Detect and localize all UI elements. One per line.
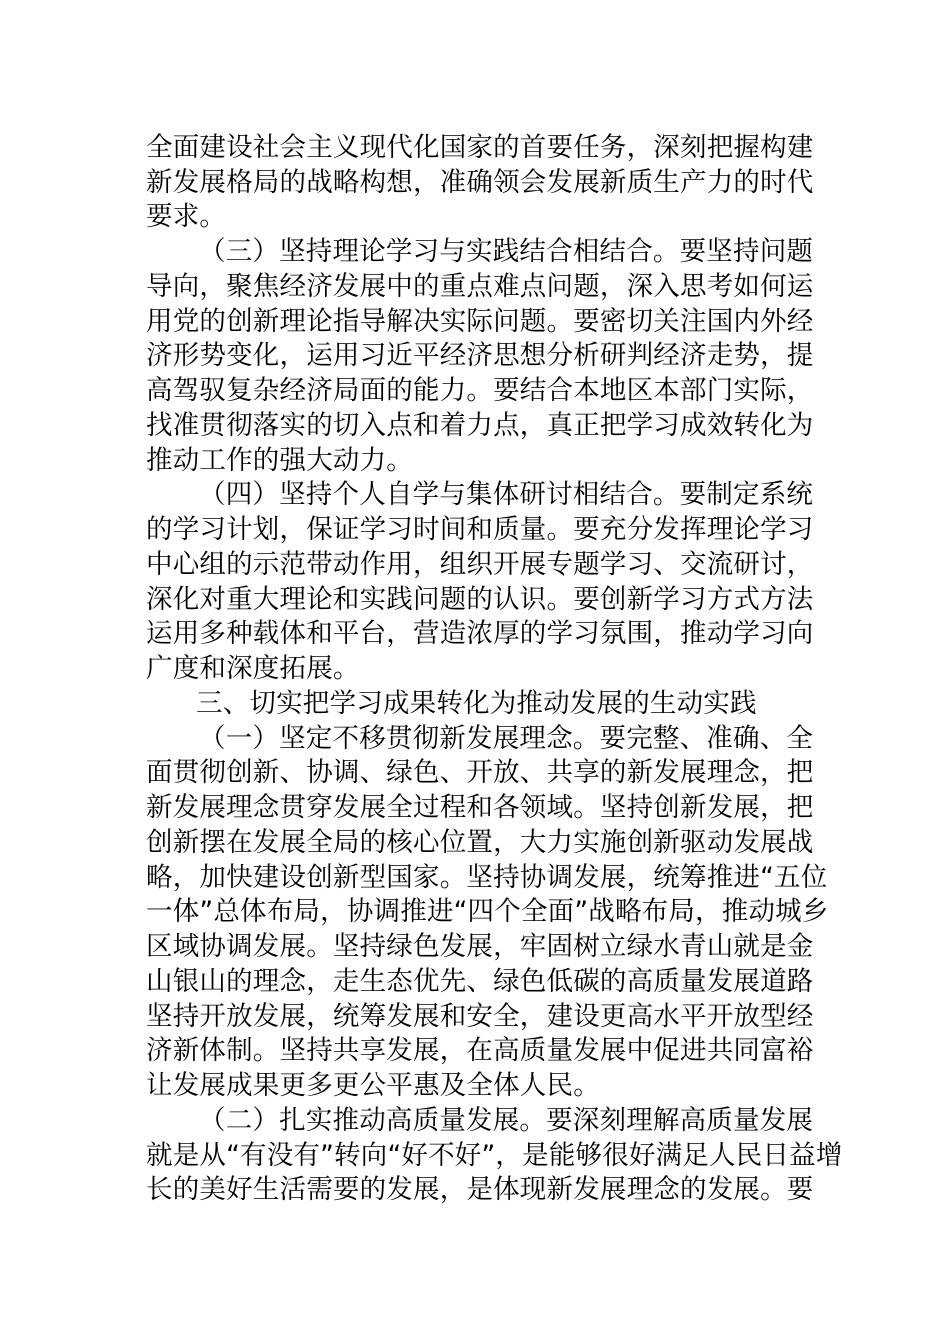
text-line: 广度和深度拓展。	[146, 653, 360, 684]
text-line: 要求。	[146, 201, 227, 232]
text-line: 略，加快建设创新型国家。坚持协调发展，统筹推进“五位	[146, 862, 828, 893]
text-line: 面贯彻创新、协调、绿色、开放、共享的新发展理念，把	[146, 757, 814, 788]
chapter-heading: 三、切实把学习成果转化为推动发展的生动实践	[196, 688, 757, 719]
section-heading-2: （二）扎实推动高质量发展。要深刻理解高质量发展	[199, 1105, 814, 1136]
text-line: 高驾驭复杂经济局面的能力。要结合本地区本部门实际，	[146, 375, 814, 406]
text-line: 就是从“有没有”转向“好不好”，是能够很好满足人民日益增	[146, 1140, 843, 1171]
section-heading-3: （三）坚持理论学习与实践结合相结合。要坚持问题	[199, 236, 814, 267]
text-line: 新发展理念贯穿发展全过程和各领域。坚持创新发展，把	[146, 792, 814, 823]
text-line: 运用多种载体和平台，营造浓厚的学习氛围，推动学习向	[146, 618, 814, 649]
text-line: 的学习计划，保证学习时间和质量。要充分发挥理论学习	[146, 514, 814, 545]
text-line: 区域协调发展。坚持绿色发展，牢固树立绿水青山就是金	[146, 931, 814, 962]
text-line: 济新体制。坚持共享发展，在高质量发展中促进共同富裕	[146, 1035, 814, 1066]
text-line: 创新摆在发展全局的核心位置，大力实施创新驱动发展战	[146, 827, 814, 858]
text-line: 济形势变化，运用习近平经济思想分析研判经济走势，提	[146, 340, 814, 371]
text-line: 一体”总体布局，协调推进“四个全面”战略布局，推动城乡	[146, 896, 829, 927]
section-heading-1: （一）坚定不移贯彻新发展理念。要完整、准确、全	[199, 723, 814, 754]
text-line: 找准贯彻落实的切入点和着力点，真正把学习成效转化为	[146, 410, 814, 441]
text-line: 山银山的理念，走生态优先、绿色低碳的高质量发展道路	[146, 966, 814, 997]
text-line: 全面建设社会主义现代化国家的首要任务，深刻把握构建	[146, 132, 814, 163]
text-line: 长的美好生活需要的发展，是体现新发展理念的发展。要	[146, 1174, 814, 1205]
section-heading-4: （四）坚持个人自学与集体研讨相结合。要制定系统	[199, 479, 814, 510]
text-line: 中心组的示范带动作用，组织开展专题学习、交流研讨，	[146, 549, 814, 580]
text-line: 推动工作的强大动力。	[146, 445, 413, 476]
text-line: 导向，聚焦经济发展中的重点难点问题，深入思考如何运	[146, 271, 814, 302]
text-line: 用党的创新理论指导解决实际问题。要密切关注国内外经	[146, 306, 814, 337]
text-line: 深化对重大理论和实践问题的认识。要创新学习方式方法	[146, 584, 814, 615]
text-line: 让发展成果更多更公平惠及全体人民。	[146, 1070, 600, 1101]
text-line: 新发展格局的战略构想，准确领会发展新质生产力的时代	[146, 167, 814, 198]
text-line: 坚持开放发展，统筹发展和安全，建设更高水平开放型经	[146, 1001, 814, 1032]
